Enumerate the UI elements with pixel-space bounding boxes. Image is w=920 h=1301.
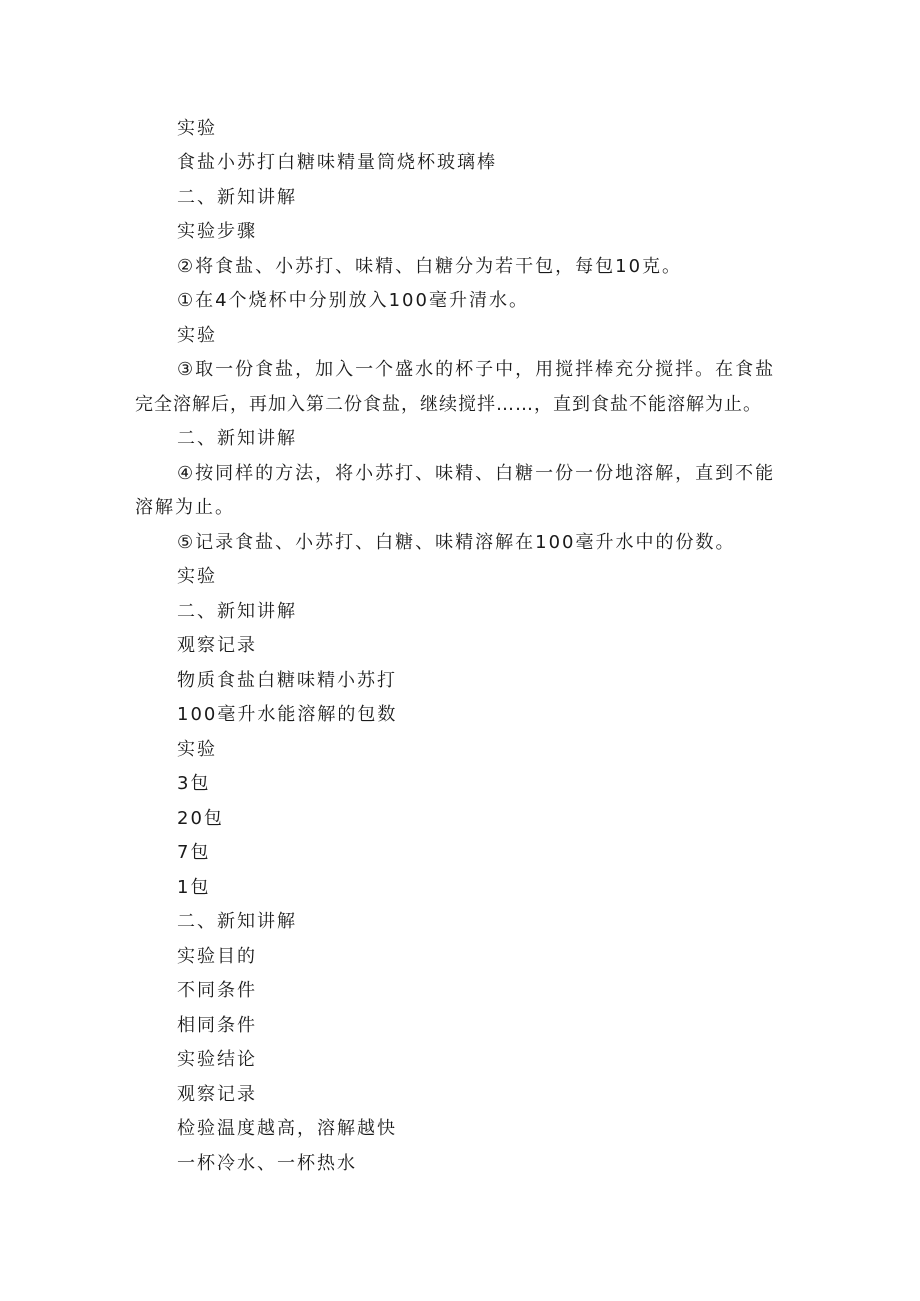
result-value: 20包	[177, 808, 224, 829]
step-5: ⑤记录食盐、小苏打、白糖、味精溶解在100毫升水中的份数。	[177, 532, 736, 553]
table-header-substances: 物质食盐白糖味精小苏打	[177, 670, 397, 691]
result-value: 3包	[177, 773, 211, 794]
heading-experiment: 实验	[177, 118, 217, 139]
section-heading: 二、新知讲解	[177, 601, 297, 622]
materials-list: 食盐小苏打白糖味精量筒烧杯玻璃棒	[177, 152, 497, 173]
heading-experiment: 实验	[177, 739, 217, 760]
table-row-label: 100毫升水能溶解的包数	[177, 704, 398, 725]
step-4-line-1: ④按同样的方法，将小苏打、味精、白糖一份一份地溶解，直到不能	[177, 463, 776, 484]
step-3-line-2: 完全溶解后，再加入第二份食盐，继续搅拌……，直到食盐不能溶解为止。	[135, 394, 762, 415]
result-value: 1包	[177, 877, 211, 898]
conclusion-text: 检验温度越高，溶解越快	[177, 1118, 397, 1139]
label-same-conditions: 相同条件	[177, 1015, 257, 1036]
step-4-line-2: 溶解为止。	[135, 497, 235, 518]
section-heading: 二、新知讲解	[177, 428, 297, 449]
section-heading: 二、新知讲解	[177, 911, 297, 932]
heading-experiment: 实验	[177, 325, 217, 346]
subheading-purpose: 实验目的	[177, 946, 257, 967]
heading-experiment: 实验	[177, 566, 217, 587]
section-heading: 二、新知讲解	[177, 187, 297, 208]
conditions-text: 一杯冷水、一杯热水	[177, 1153, 357, 1174]
step-3-line-1: ③取一份食盐，加入一个盛水的杯子中，用搅拌棒充分搅拌。在食盐	[177, 359, 776, 380]
subheading-observation: 观察记录	[177, 635, 257, 656]
subheading-observation: 观察记录	[177, 1084, 257, 1105]
step-1: ①在4个烧杯中分别放入100毫升清水。	[177, 290, 529, 311]
result-value: 7包	[177, 842, 211, 863]
subheading-steps: 实验步骤	[177, 221, 257, 242]
step-2: ②将食盐、小苏打、味精、白糖分为若干包，每包10克。	[177, 256, 683, 277]
subheading-conclusion: 实验结论	[177, 1049, 257, 1070]
label-different-conditions: 不同条件	[177, 980, 257, 1001]
